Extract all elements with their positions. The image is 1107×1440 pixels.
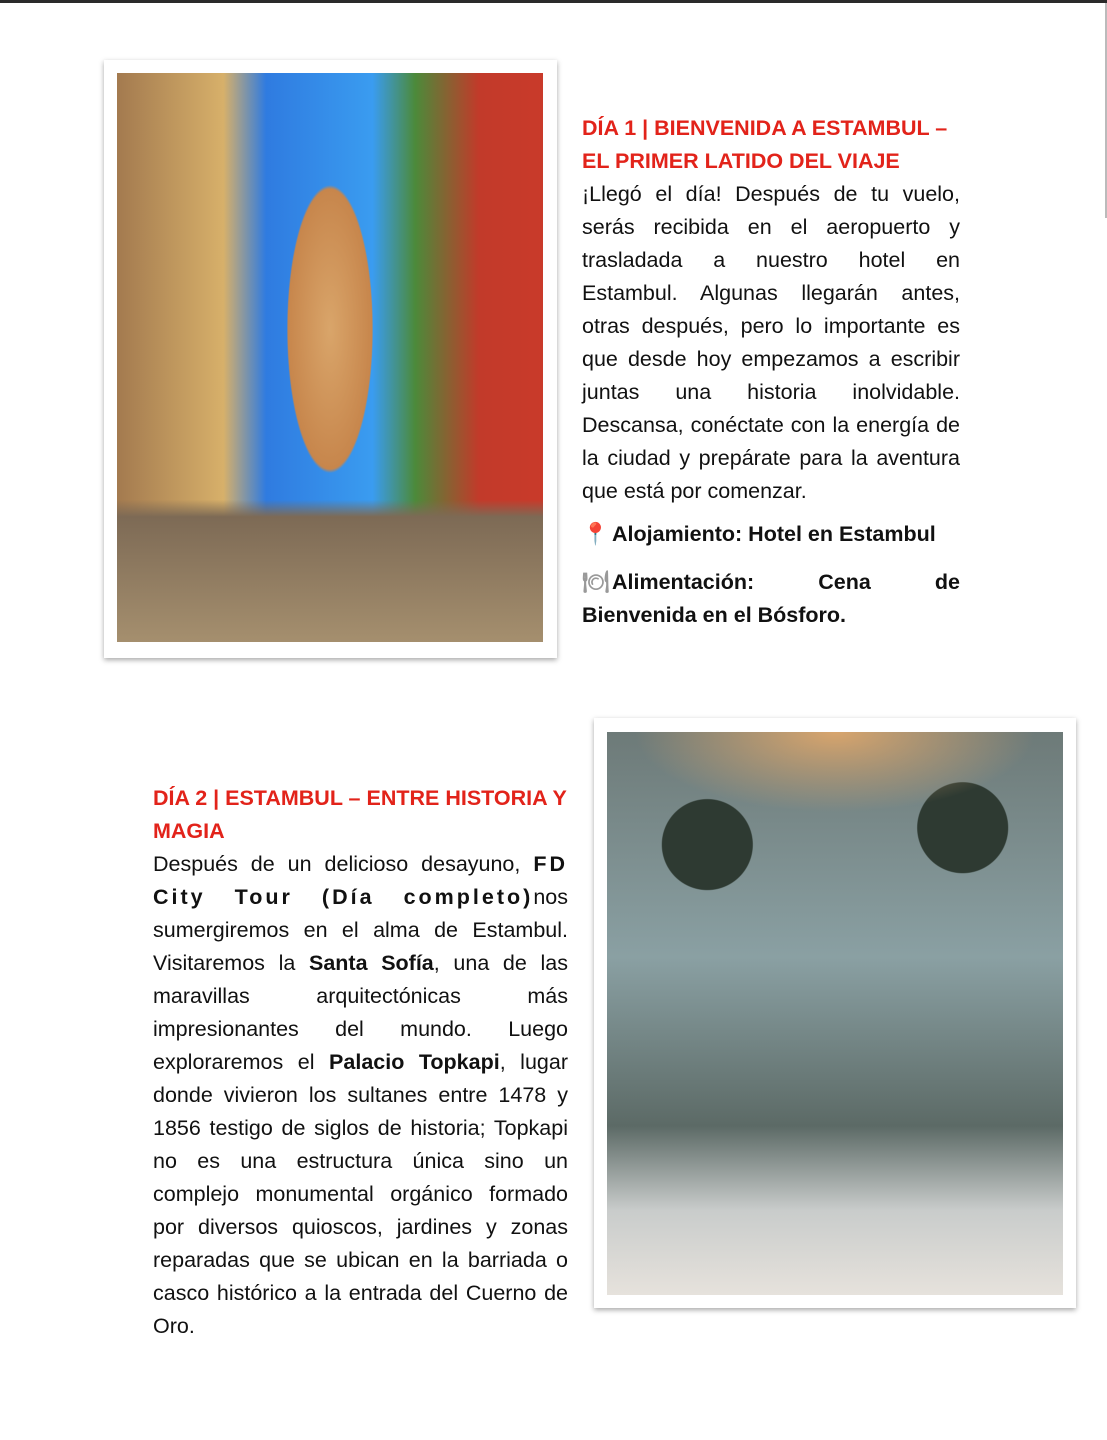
food-text: Alimentación: Cena de Bienvenida en el Bósforo. xyxy=(582,570,960,627)
galata-tower-photo xyxy=(117,73,543,642)
hagia-sophia-photo-frame xyxy=(594,718,1076,1308)
day2-section xyxy=(153,782,568,1343)
day1-lodging xyxy=(582,518,960,551)
galata-tower-photo-frame xyxy=(104,60,557,658)
day1-food xyxy=(582,566,960,632)
hagia-sophia-photo xyxy=(607,732,1063,1295)
santa-sofia-bold: Santa Sofía xyxy=(308,951,434,975)
body-text: Después de un delicioso desayuno, xyxy=(153,852,534,876)
day1-section xyxy=(582,112,960,632)
city-tour-bold: FD City Tour (Día completo) xyxy=(153,852,568,909)
body-text: , lugar donde vivieron los sultanes entre 1478 y 1856 testigo de siglos de historia; Topkapi no es una estructura única sino un complejo monumental orgánico formado por diversos quioscos, jardines y zonas reparadas que se ubican en la barriada o casco histórico a la entrada del Cuerno de Oro. xyxy=(153,1050,568,1338)
body-text: nos sumergiremos en el alma de Estambul. Visitaremos la xyxy=(153,885,568,975)
day2-heading: DÍA 2 | ESTAMBUL – ENTRE HISTORIA Y MAGIA xyxy=(153,786,567,843)
pushpin-icon: 📍 xyxy=(582,522,609,546)
body-text: , una de las maravillas arquitectónicas más impresionantes del mundo. Luego exploraremos el xyxy=(153,951,568,1074)
lodging-text: Alojamiento: Hotel en Estambul xyxy=(612,522,936,546)
topkapi-bold: Palacio Topkapi xyxy=(329,1050,500,1074)
plate-cutlery-icon: 🍽 xyxy=(582,570,610,594)
day1-heading: DÍA 1 | BIENVENIDA A ESTAMBUL – EL PRIMER LATIDO DEL VIAJE xyxy=(582,116,948,173)
day1-body: ¡Llegó el día! Después de tu vuelo, serás recibida en el aeropuerto y trasladada a nuestro hotel en Estambul. Algunas llegarán antes, otras después, pero lo importante es que desde hoy empezamos a escribir juntas una historia inolvidable. Descansa, conéctate con la energía de la ciudad y prepárate para la aventura que está por comenzar. xyxy=(582,182,960,503)
day2-body xyxy=(153,848,568,1343)
top-border xyxy=(0,0,1107,3)
